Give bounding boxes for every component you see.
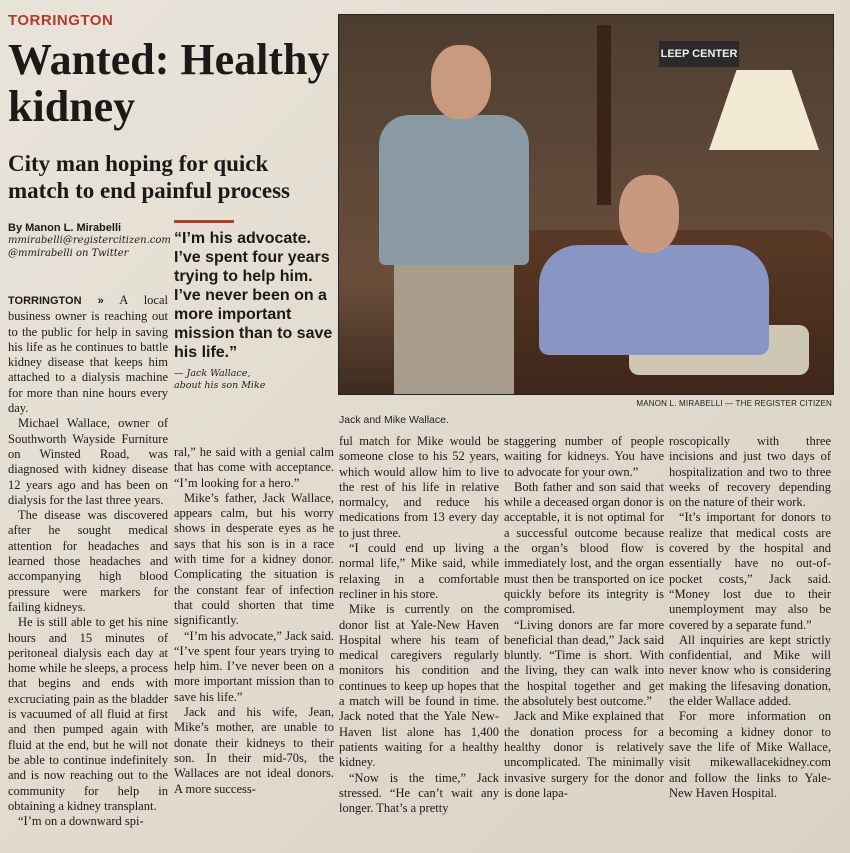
paragraph: All inquiries are kept strictly confidential, and Mike will never know who is considering making the lifesaving donation, the elder Wallace added. — [669, 632, 831, 709]
paragraph: ful match for Mike would be someone close to his 52 years, which would allow him to live the rest of his life in relative normalcy, and reduce his medications from 13 every day to just three. — [339, 434, 499, 540]
byline — [8, 222, 171, 260]
paragraph: The disease was discovered after he sought medical attention for headaches and learned those headaches and accompanying high blood pressure were markers for failing kidneys. — [8, 508, 168, 614]
seated-man-head — [619, 175, 679, 253]
pull-quote-text: “I’m his advocate. I’ve spent four years trying to help him. I’ve never been on a more important mission than to save his life.” — [174, 230, 333, 361]
paragraph: “Now is the time,” Jack stressed. “He can’t wait any longer. That’s a pretty — [339, 770, 499, 816]
paragraph: Jack and Mike explained that the donation process for a healthy donor is relatively uncomplicated. The minimally invasive surgery for the donor is done lapa- — [504, 709, 664, 800]
pull-quote-attribution — [174, 368, 334, 392]
paragraph: “I’m on a downward spi- — [18, 814, 144, 829]
standing-man-shirt — [379, 115, 529, 265]
standing-man — [379, 45, 529, 395]
pull-quote — [174, 220, 334, 392]
pull-quote-rule — [174, 220, 234, 223]
paragraph-text: A local business owner is reaching out to the public for help in saving his life as he continues to battle kidney disease that keeps him attached to a dialysis machine for more than nine hours every day. — [8, 293, 168, 416]
author-name: By Manon L. Mirabelli — [8, 222, 122, 234]
paragraph: ral,” he said with a genial calm that has come with acceptance. “I’m looking for a hero.” — [174, 445, 334, 490]
paragraph: “Living donors are far more beneficial than dead,” Jack said bluntly. “Time is short. With the living, they can walk into the hospital together and get the absolutely best outcome.” — [504, 617, 664, 709]
seated-man-shirt — [539, 245, 769, 355]
lamp-shade — [709, 70, 819, 150]
paragraph — [8, 293, 168, 416]
article-column-4 — [504, 434, 664, 801]
paragraph: For more information on becoming a kidney donor to save the life of Mike Wallace, visit mikewallacekidney.com and follow the links to Yale-New Haven Hospital. — [669, 709, 831, 800]
paragraph: roscopically with three incisions and just two days of hospitalization and two to three weeks of recovery depending on the nature of their work. — [669, 434, 831, 510]
article-column-2 — [174, 445, 334, 797]
section-label: TORRINGTON — [8, 12, 114, 29]
article-column-1 — [8, 293, 168, 829]
headline: Wanted: Healthy kidney — [8, 35, 330, 131]
author-email: mmirabelli@registercitizen.com — [8, 235, 171, 246]
dateline: TORRINGTON » — [8, 295, 104, 307]
paragraph: Jack and his wife, Jean, Mike’s mother, are unable to donate their kidneys to their son. In their mid-70s, the Wallaces are not ideal donors. A more success- — [174, 705, 334, 796]
pull-quote-attribution-name: — Jack Wallace, — [174, 368, 251, 379]
author-twitter: @mmirabelli on Twitter — [8, 248, 129, 259]
seated-man — [539, 175, 809, 395]
paragraph: “I’m his advocate,” Jack said. “I’ve spent four years trying to help him. I’ve never been on a more important mission than to save his life.” — [174, 628, 334, 704]
pull-quote-attribution-role: about his son Mike — [174, 380, 266, 391]
paragraph: Mike is currently on the donor list at Yale-New Haven Hospital where his team of medical caregivers regularly monitors his condition and continues to keep up hopes that a match will be found in time. Jack noted that the Yale New-Haven list alone has 1,400 patients waiting for a healthy kidney. — [339, 602, 499, 770]
photo-caption: Jack and Mike Wallace. — [339, 414, 449, 426]
paragraph: Both father and son said that while a deceased organ donor is acceptable, it is not optimal for a successful outcome because the organ’s blood flow is immediately lost, and the organ must then be transported on ice quickly before its integrity is compromised. — [504, 479, 664, 617]
standing-man-pants — [394, 260, 514, 395]
article-column-5 — [669, 434, 831, 801]
paragraph: “It’s important for donors to realize that medical costs are covered by the hospital and essentially have no out-of-pocket costs,” Jack said. “Money lost due to their unemployment may also be covered by a separate fund.” — [669, 510, 831, 632]
paragraph: staggering number of people waiting for kidneys. You have to advocate for your own.” — [504, 434, 664, 479]
standing-man-head — [431, 45, 491, 119]
paragraph: “I could end up living a normal life,” Mike said, while relaxing in a comfortable recliner in his store. — [339, 541, 499, 601]
article-column-3 — [339, 434, 499, 816]
photo-credit: MANON L. MIRABELLI — THE REGISTER CITIZEN — [636, 399, 832, 408]
store-sign: LEEP CENTER — [659, 41, 739, 67]
article-photo — [338, 14, 834, 395]
paragraph: Michael Wallace, owner of Southworth Wayside Furniture on Winsted Road, was diagnosed with kidney disease 12 years ago and has been on dialysis for the last three years. — [8, 416, 168, 507]
paragraph: Mike’s father, Jack Wallace, appears calm, but his worry shows in desperate eyes as he says that his son is in a race with time for a kidney donor. Complicating the situation is the constant fear of infection that could shorten that time significantly. — [174, 490, 334, 628]
paragraph: He is still able to get his nine hours and 15 minutes of peritoneal dialysis each day at home while he sleeps, a process that begins and ends with excruciating pain as the bladder is vacuumed of all fluid at first and then pumped again with fluid at the end, but he will not be able to continue indefinitely and is now reaching out to the community for help in obtaining a kidney transplant. — [8, 615, 168, 813]
subheadline: City man hoping for quick match to end painful process — [8, 151, 290, 203]
